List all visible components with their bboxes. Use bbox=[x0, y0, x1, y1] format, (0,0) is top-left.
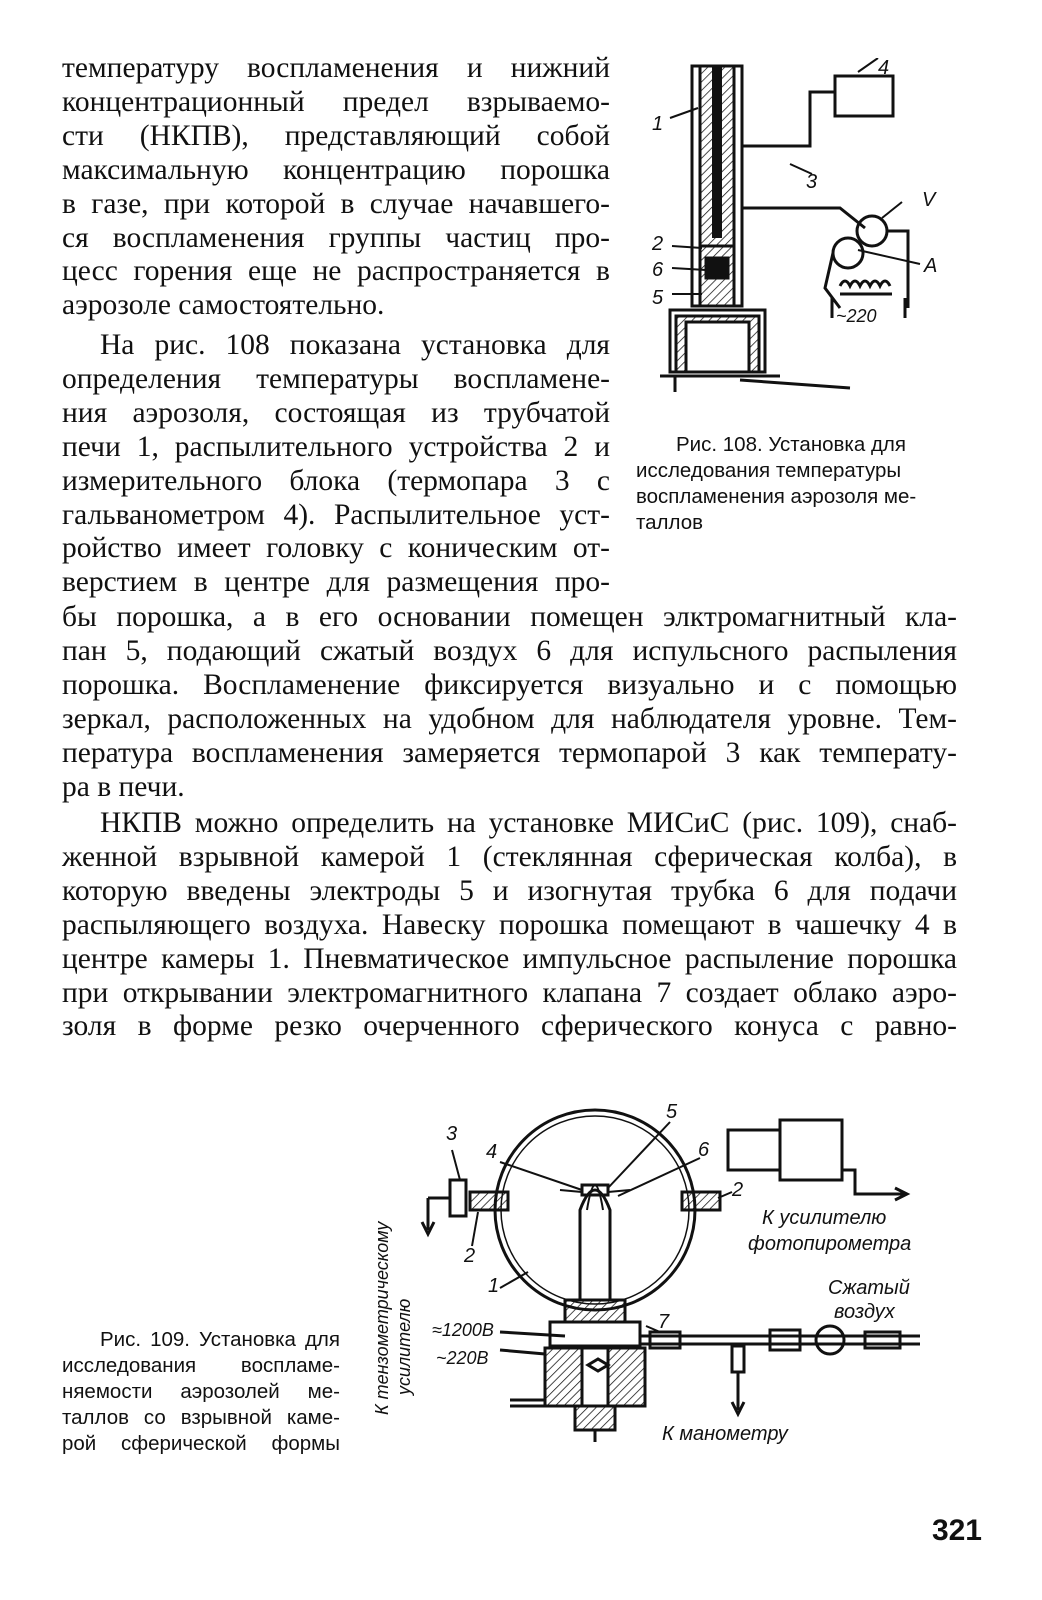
label-4: 4 bbox=[486, 1141, 498, 1163]
label-5: 5 bbox=[652, 287, 664, 309]
caption-line: исследования воспламе- bbox=[62, 1354, 340, 1377]
text-line: максимальную концентрацию порошка bbox=[62, 153, 610, 186]
label-2-left: 2 bbox=[464, 1245, 476, 1267]
caption-line: исследования температуры bbox=[636, 459, 902, 482]
label-1: 1 bbox=[652, 113, 664, 135]
text-line: гальванометром 4). Распылительное уст- bbox=[62, 498, 610, 531]
para3 bbox=[62, 807, 957, 1044]
caption-line: няемости аэрозолей ме- bbox=[62, 1380, 340, 1403]
text-line: определения температуры воспламене- bbox=[62, 362, 610, 395]
label-to-strain-amp-1: К тензометрическому bbox=[372, 1221, 392, 1415]
label-220v: ~220В bbox=[436, 1348, 489, 1368]
para2-full bbox=[62, 601, 957, 804]
text-line: НКПВ можно определить на установке МИСиС (рис. 109), снаб- bbox=[100, 807, 957, 839]
caption-line: таллов bbox=[636, 511, 704, 534]
text-line: распыляющего воздуха. Навеску порошка помещают в чашечку 4 в bbox=[62, 908, 957, 941]
caption-line: Рис. 109. Установка для bbox=[100, 1328, 340, 1351]
page-number: 321 bbox=[931, 1514, 982, 1547]
text-line: сти (НКПВ), представляющий собой bbox=[62, 119, 610, 152]
para2-narrow bbox=[62, 329, 610, 600]
label-7: 7 bbox=[658, 1311, 670, 1333]
label-2-right: 2 bbox=[732, 1179, 744, 1201]
text-line: температуру воспламенения и нижний bbox=[62, 52, 610, 84]
intro-paragraph bbox=[62, 52, 610, 323]
figure-108-diagram bbox=[640, 58, 970, 398]
text-line: концентрационный предел взрываемо- bbox=[62, 85, 610, 118]
text-line: бы порошка, а в его основании помещен элктромагнитный кла- bbox=[62, 601, 957, 633]
text-line: порошка. Воспламенение фиксируется визуально и с помощью bbox=[62, 668, 957, 701]
label-air-1: Сжатый bbox=[828, 1277, 910, 1299]
text-line: верстием в центре для размещения про- bbox=[62, 566, 610, 599]
text-line: зеркал, расположенных на удобном для наблюдателя уровне. Тем- bbox=[62, 702, 957, 735]
text-line: в газе, при которой в случае начавшего- bbox=[62, 187, 610, 220]
text-line: ния аэрозоля, состоящая из трубчатой bbox=[62, 396, 610, 429]
label-to-pyrometer-2: фотопирометра bbox=[748, 1233, 912, 1255]
text-line: золя в форме резко очерченного сферического конуса с равно- bbox=[62, 1010, 957, 1043]
label-1200v: ≈1200В bbox=[432, 1320, 494, 1340]
label-air-2: воздух bbox=[834, 1301, 895, 1323]
label-to-strain-amp-2: усилителю bbox=[394, 1298, 414, 1395]
text-line: ся воспламенения группы частиц про- bbox=[62, 221, 610, 254]
label-1: 1 bbox=[488, 1275, 500, 1297]
label-3: 3 bbox=[446, 1123, 458, 1145]
caption-line: рой сферической формы bbox=[62, 1432, 340, 1455]
label-2: 2 bbox=[652, 233, 664, 255]
text-line: аэрозоле самостоятельно. bbox=[62, 289, 385, 322]
text-line: На рис. 108 показана установка для bbox=[100, 329, 610, 361]
text-line: ройство имеет головку с коническим от- bbox=[62, 532, 610, 565]
label-V: V bbox=[922, 189, 936, 211]
caption-line: воспламенения аэрозоля ме- bbox=[636, 485, 917, 508]
text-line: измерительного блока (термопара 3 с bbox=[62, 464, 610, 497]
caption-line: Рис. 108. Установка для bbox=[676, 433, 906, 456]
label-to-pyrometer-1: К усилителю bbox=[762, 1207, 887, 1229]
figure-109-caption bbox=[62, 1327, 340, 1457]
label-4: 4 bbox=[878, 58, 890, 79]
text-line: которую введены электроды 5 и изогнутая трубка 6 для подачи bbox=[62, 874, 957, 907]
text-line: ра в печи. bbox=[62, 770, 185, 803]
text-line: при открывании электромагнитного клапана 7 создает облако аэро- bbox=[62, 976, 957, 1009]
text-line: цесс горения еще не распространяется в bbox=[62, 255, 610, 288]
text-line: пература воспламенения замеряется термопарой 3 как температу- bbox=[62, 736, 957, 769]
caption-line: таллов со взрывной каме- bbox=[62, 1406, 340, 1429]
label-5: 5 bbox=[666, 1101, 678, 1123]
label-manometer: К манометру bbox=[662, 1423, 788, 1445]
text-line: печи 1, распылительного устройства 2 и bbox=[62, 430, 610, 463]
label-A: A bbox=[924, 255, 938, 277]
text-line: женной взрывной камерой 1 (стеклянная сферическая колба), в bbox=[62, 840, 957, 873]
figure-108-caption bbox=[636, 432, 948, 536]
label-3: 3 bbox=[806, 171, 818, 193]
figure-109-diagram bbox=[360, 1100, 960, 1445]
label-6: 6 bbox=[652, 259, 664, 281]
label-6: 6 bbox=[698, 1139, 710, 1161]
text-line: центре камеры 1. Пневматическое импульсное распыление порошка bbox=[62, 942, 957, 975]
label-220: ~220 bbox=[836, 306, 877, 326]
text-line: пан 5, подающий сжатый воздух 6 для испульсного распыления bbox=[62, 634, 957, 667]
